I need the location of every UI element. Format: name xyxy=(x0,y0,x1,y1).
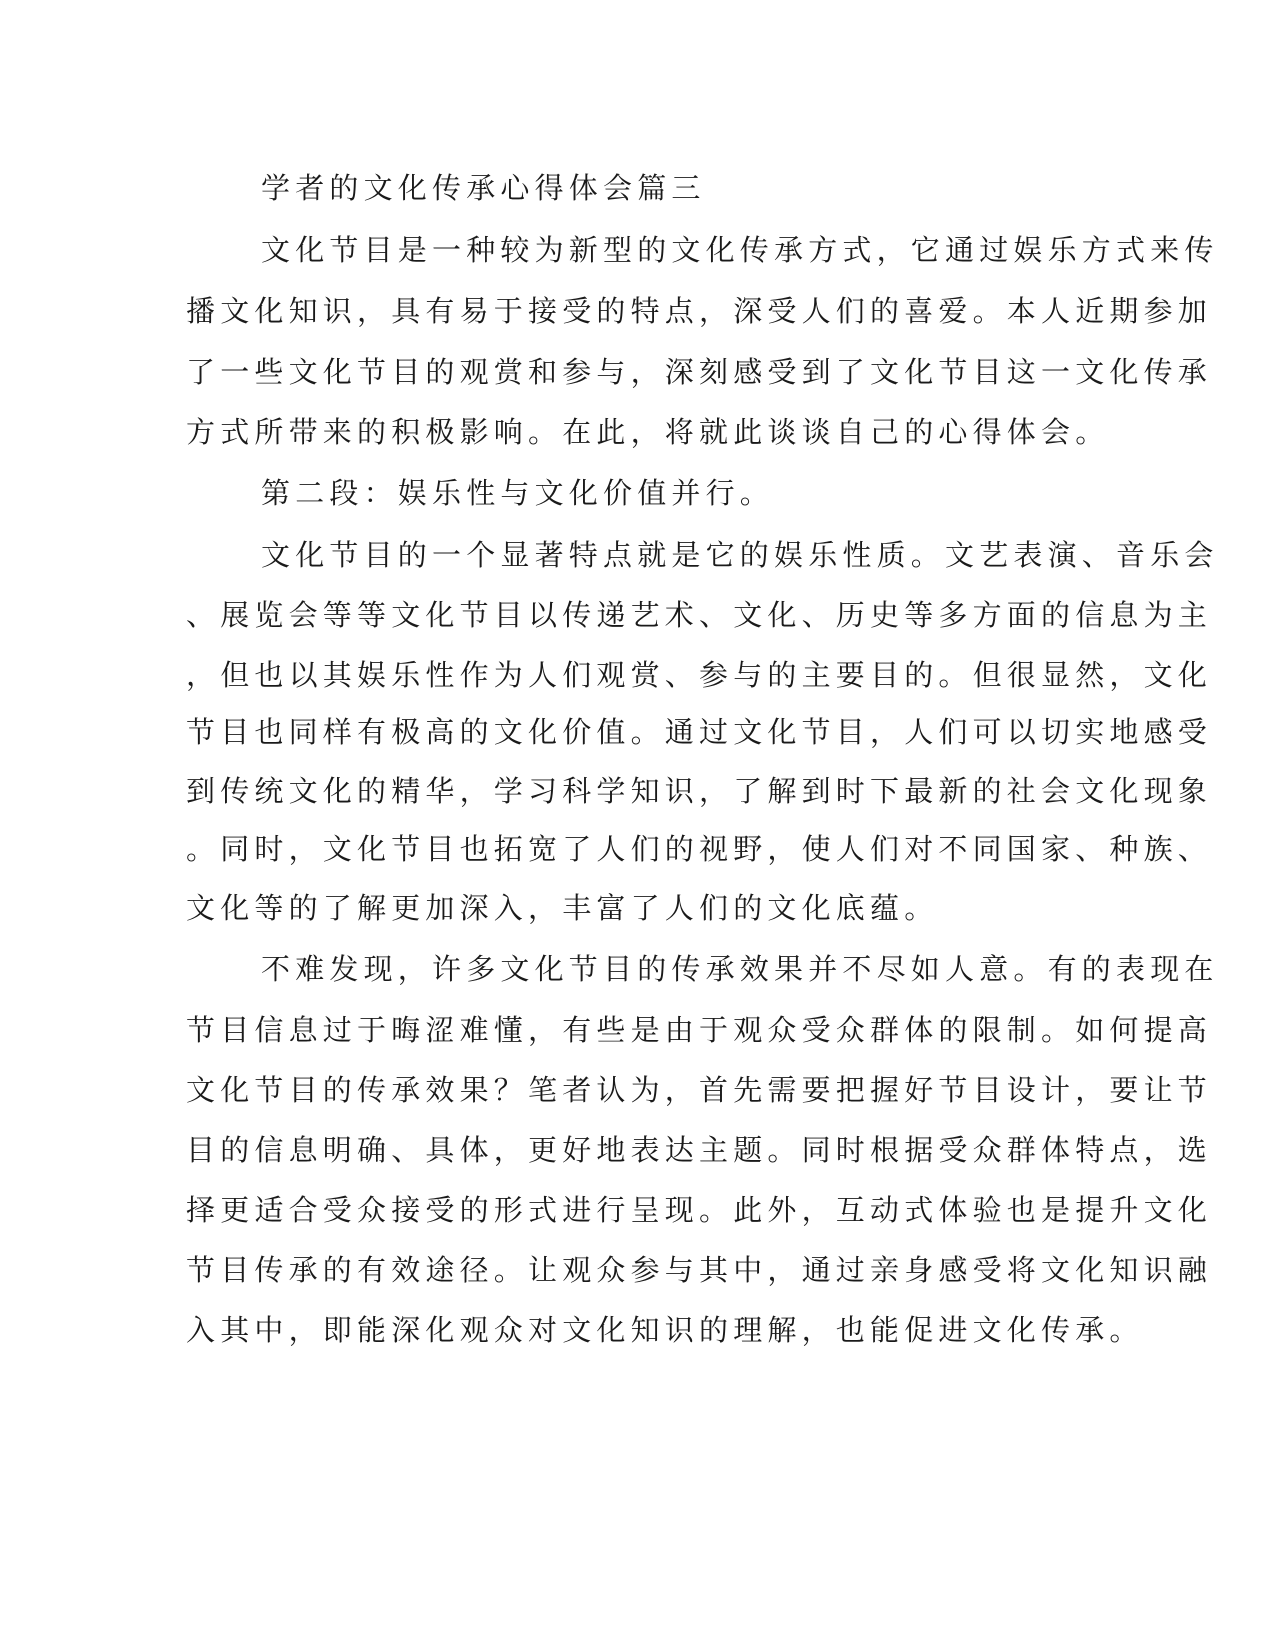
paragraph-line: 了一些文化节目的观赏和参与，深刻感受到了文化节目这一文化传承 xyxy=(186,355,1213,389)
paragraph-line: 。同时，文化节目也拓宽了人们的视野，使人们对不同国家、种族、 xyxy=(186,832,1213,866)
paragraph-line: ，但也以其娱乐性作为人们观赏、参与的主要目的。但很显然，文化 xyxy=(186,658,1213,692)
paragraph-line: 择更适合受众接受的形式进行呈现。此外，互动式体验也是提升文化 xyxy=(186,1193,1213,1227)
section-2-title: 第二段：娱乐性与文化价值并行。 xyxy=(261,476,775,510)
paragraph-line: 文化等的了解更加深入，丰富了人们的文化底蕴。 xyxy=(186,891,939,925)
paragraph-line: 不难发现，许多文化节目的传承效果并不尽如人意。有的表现在 xyxy=(261,952,1219,986)
paragraph-line: 文化节目的一个显著特点就是它的娱乐性质。文艺表演、音乐会 xyxy=(261,538,1219,572)
paragraph-line: 到传统文化的精华，学习科学知识，了解到时下最新的社会文化现象 xyxy=(186,774,1213,808)
paragraph-line: 节目信息过于晦涩难懂，有些是由于观众受众群体的限制。如何提高 xyxy=(186,1013,1213,1047)
paragraph-line: 方式所带来的积极影响。在此，将就此谈谈自己的心得体会。 xyxy=(186,415,1110,449)
document-heading: 学者的文化传承心得体会篇三 xyxy=(261,171,706,205)
paragraph-line: 文化节目的传承效果？笔者认为，首先需要把握好节目设计，要让节 xyxy=(186,1073,1213,1107)
paragraph-line: 播文化知识，具有易于接受的特点，深受人们的喜爱。本人近期参加 xyxy=(186,294,1213,328)
paragraph-line: 节目也同样有极高的文化价值。通过文化节目，人们可以切实地感受 xyxy=(186,715,1213,749)
paragraph-line: 目的信息明确、具体，更好地表达主题。同时根据受众群体特点，选 xyxy=(186,1133,1213,1167)
paragraph-line: 、展览会等等文化节目以传递艺术、文化、历史等多方面的信息为主 xyxy=(186,598,1213,632)
paragraph-line: 入其中，即能深化观众对文化知识的理解，也能促进文化传承。 xyxy=(186,1313,1144,1347)
paragraph-line: 文化节目是一种较为新型的文化传承方式，它通过娱乐方式来传 xyxy=(261,233,1219,267)
paragraph-line: 节目传承的有效途径。让观众参与其中，通过亲身感受将文化知识融 xyxy=(186,1253,1213,1287)
